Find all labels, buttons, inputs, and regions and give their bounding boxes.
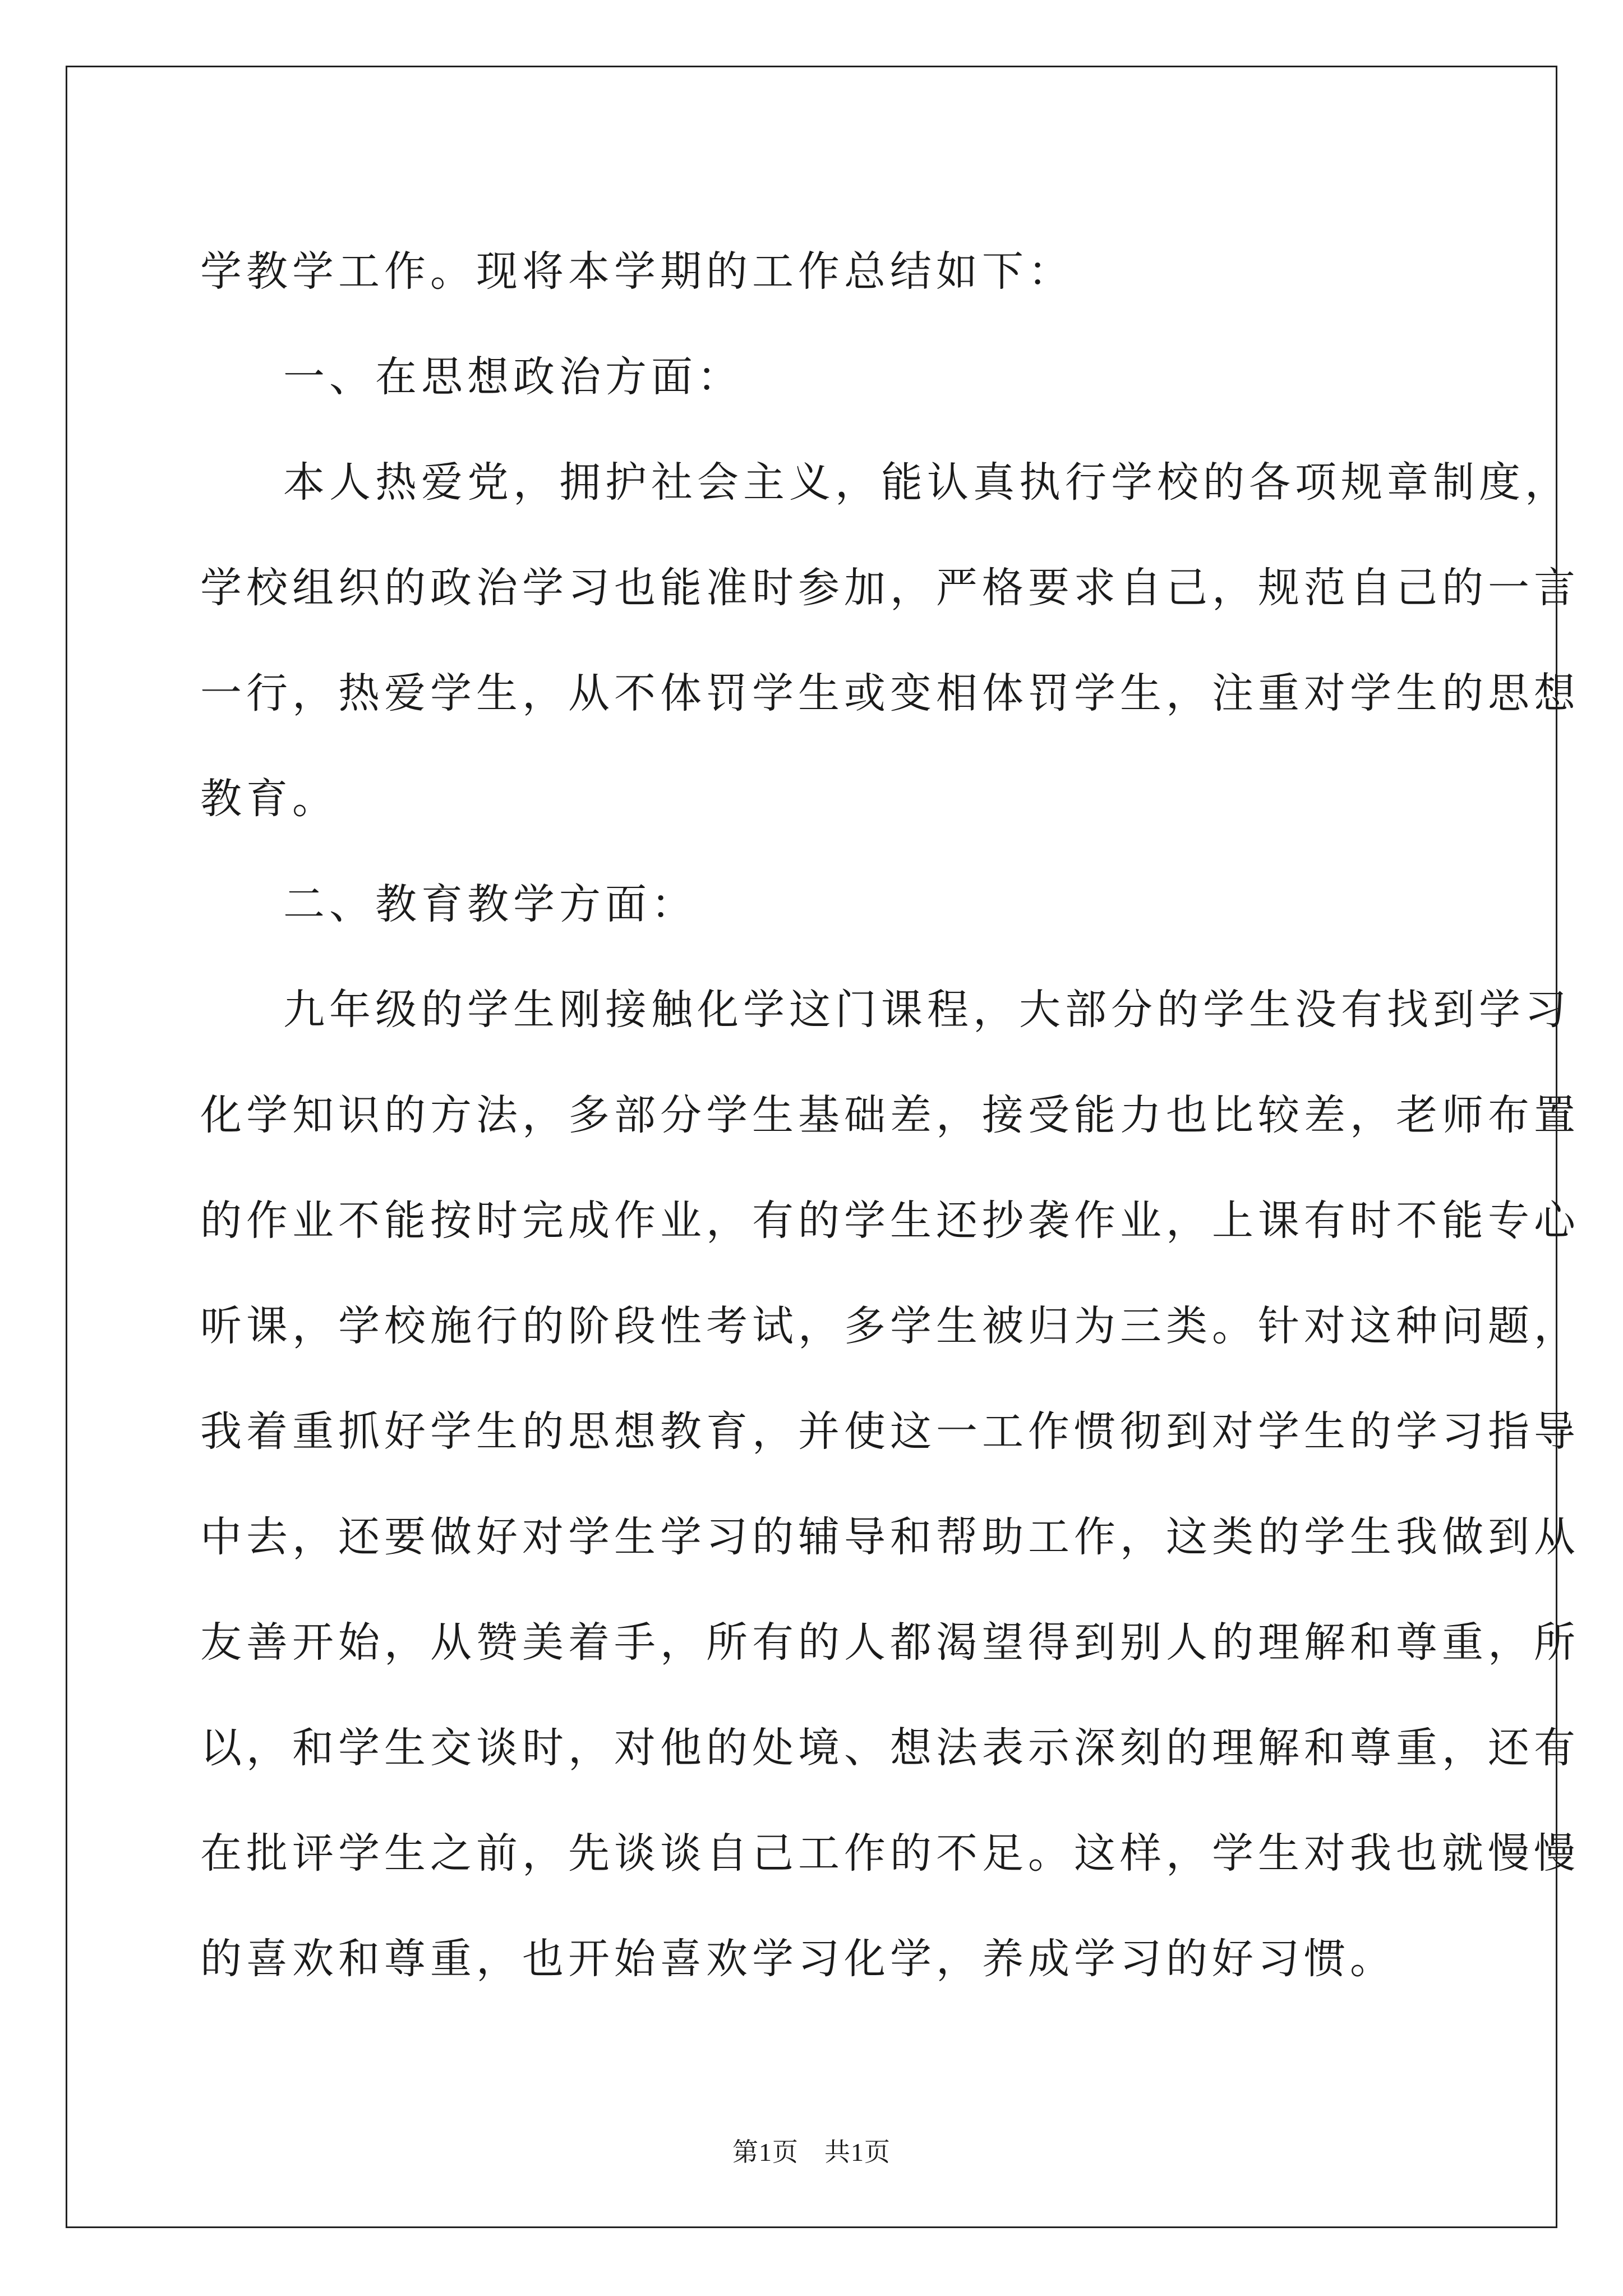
- text-line: 九年级的学生刚接触化学这门课程，大部分的学生没有找到学习: [283, 986, 1571, 1034]
- document-body: [200, 219, 1580, 2012]
- text-line: 一行，热爱学生，从不体罚学生或变相体罚学生，注重对学生的思想: [200, 669, 1580, 717]
- text-line: 在批评学生之前，先谈谈自己工作的不足。这样，学生对我也就慢慢: [200, 1829, 1580, 1878]
- text-line: 我着重抓好学生的思想教育，并使这一工作惯彻到对学生的学习指导: [200, 1407, 1580, 1456]
- text-line: 学校组织的政治学习也能准时参加，严格要求自己，规范自己的一言: [200, 564, 1580, 612]
- text-line: 以，和学生交谈时，对他的处境、想法表示深刻的理解和尊重，还有: [200, 1724, 1580, 1772]
- text-line: 听课，学校施行的阶段性考试，多学生被归为三类。针对这种问题，: [200, 1302, 1580, 1350]
- text-line: 中去，还要做好对学生学习的辅导和帮助工作，这类的学生我做到从: [200, 1513, 1580, 1561]
- total-pages-label: 共1页: [824, 2138, 891, 2166]
- text-line: 化学知识的方法，多部分学生基础差，接受能力也比较差，老师布置: [200, 1091, 1580, 1139]
- text-line: 本人热爱党，拥护社会主义，能认真执行学校的各项规章制度，: [283, 458, 1571, 507]
- section-heading-teaching: 二、教育教学方面：: [283, 880, 697, 928]
- text-line: 学教学工作。现将本学期的工作总结如下：: [200, 247, 1074, 296]
- page-footer: [0, 2132, 1623, 2169]
- text-line: 教育。: [200, 775, 338, 823]
- section-heading-politics: 一、在思想政治方面：: [283, 353, 743, 401]
- text-line: 的喜欢和尊重，也开始喜欢学习化学，养成学习的好习惯。: [200, 1935, 1396, 1983]
- text-line: 友善开始，从赞美着手，所有的人都渴望得到别人的理解和尊重，所: [200, 1618, 1580, 1667]
- text-line: 的作业不能按时完成作业，有的学生还抄袭作业，上课有时不能专心: [200, 1197, 1580, 1245]
- page-number-label: 第1页: [732, 2138, 799, 2166]
